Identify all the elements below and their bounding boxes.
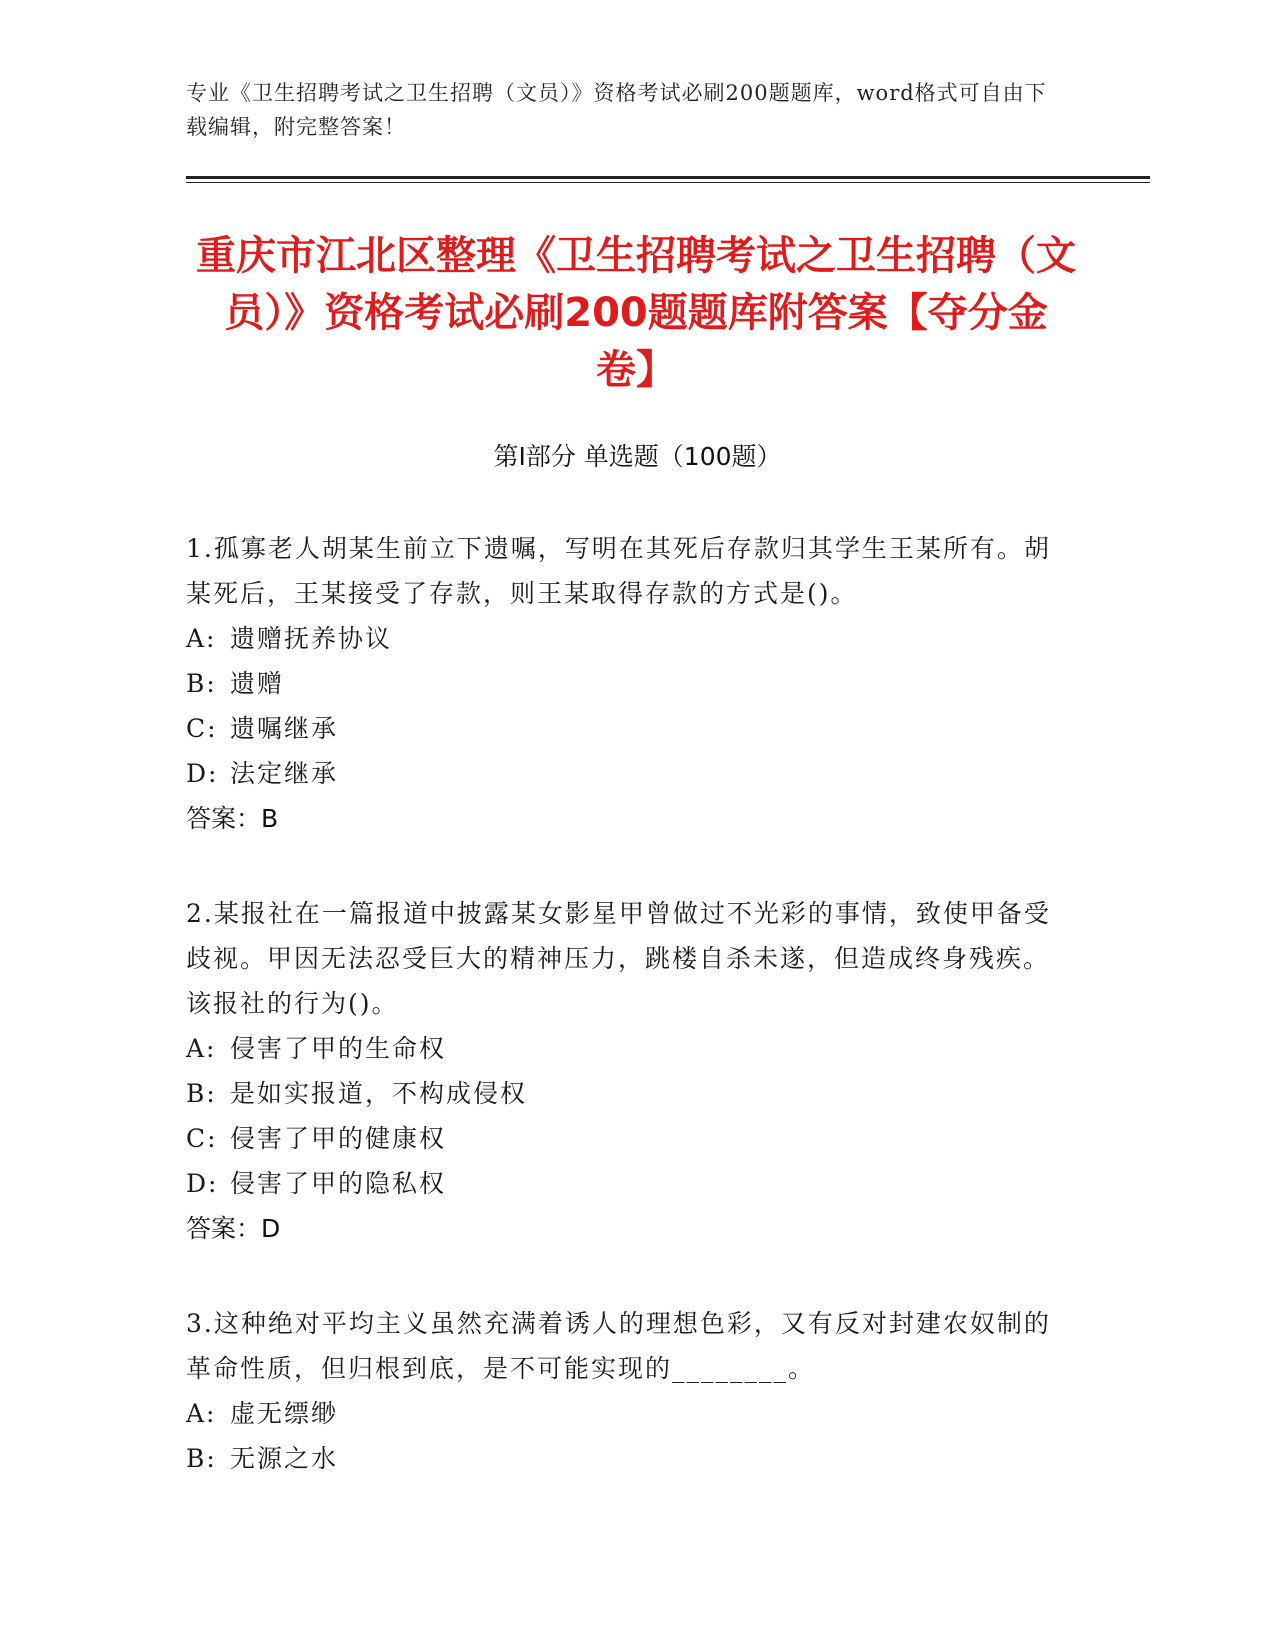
option-a — [186, 1026, 1066, 1071]
option-a — [186, 616, 1066, 661]
option-text: 侵害了甲的隐私权 — [230, 1169, 447, 1198]
option-text: 侵害了甲的健康权 — [230, 1124, 447, 1153]
option-text: 法定继承 — [230, 759, 339, 788]
header-divider-thick — [186, 176, 1150, 179]
option-letter: A: — [186, 1399, 217, 1428]
document-title: 重庆市江北区整理《卫生招聘考试之卫生招聘（文员）》资格考试必刷200题题库附答案【夺分金卷】 — [196, 233, 1076, 393]
question-2 — [186, 891, 1066, 1251]
option-letter: C: — [186, 714, 218, 743]
header-note: 专业《卫生招聘考试之卫生招聘（文员）》资格考试必刷200题题库，word格式可自由下载编辑，附完整答案！ — [186, 81, 1047, 139]
section-heading: 第I部分 单选题（100题） — [493, 442, 782, 471]
option-d — [186, 751, 1066, 796]
header-divider-thin — [186, 182, 1150, 183]
question-3 — [186, 1301, 1066, 1481]
option-b — [186, 661, 1066, 706]
option-text: 虚无缥缈 — [230, 1399, 339, 1428]
option-letter: D: — [186, 1169, 219, 1198]
option-text: 遗赠抚养协议 — [230, 624, 393, 653]
option-letter: B: — [186, 1079, 217, 1108]
option-text: 侵害了甲的生命权 — [230, 1034, 447, 1063]
question-stem: 3.这种绝对平均主义虽然充满着诱人的理想色彩，又有反对封建农奴制的革命性质，但归根到底，是不可能实现的________。 — [186, 1309, 1051, 1383]
answer-key: 答案：B — [186, 804, 279, 833]
option-letter: A: — [186, 1034, 217, 1063]
option-letter: A: — [186, 624, 217, 653]
option-text: 遗嘱继承 — [230, 714, 339, 743]
option-a — [186, 1391, 1066, 1436]
option-c — [186, 706, 1066, 751]
option-c — [186, 1116, 1066, 1161]
question-stem: 1.孤寡老人胡某生前立下遗嘱，写明在其死后存款归其学生王某所有。胡某死后，王某接受了存款，则王某取得存款的方式是()。 — [186, 534, 1051, 608]
option-b — [186, 1071, 1066, 1116]
answer-key: 答案：D — [186, 1214, 281, 1243]
question-list — [186, 526, 1066, 1531]
question-1 — [186, 526, 1066, 841]
option-letter: C: — [186, 1124, 218, 1153]
option-letter: B: — [186, 1444, 217, 1473]
option-text: 是如实报道，不构成侵权 — [230, 1079, 528, 1108]
option-letter: B: — [186, 669, 217, 698]
option-text: 无源之水 — [230, 1444, 339, 1473]
option-d — [186, 1161, 1066, 1206]
question-stem: 2.某报社在一篇报道中披露某女影星甲曾做过不光彩的事情，致使甲备受歧视。甲因无法忍受巨大的精神压力，跳楼自杀未遂，但造成终身残疾。该报社的行为()。 — [186, 899, 1051, 1018]
option-text: 遗赠 — [230, 669, 285, 698]
option-b — [186, 1436, 1066, 1481]
option-letter: D: — [186, 759, 219, 788]
